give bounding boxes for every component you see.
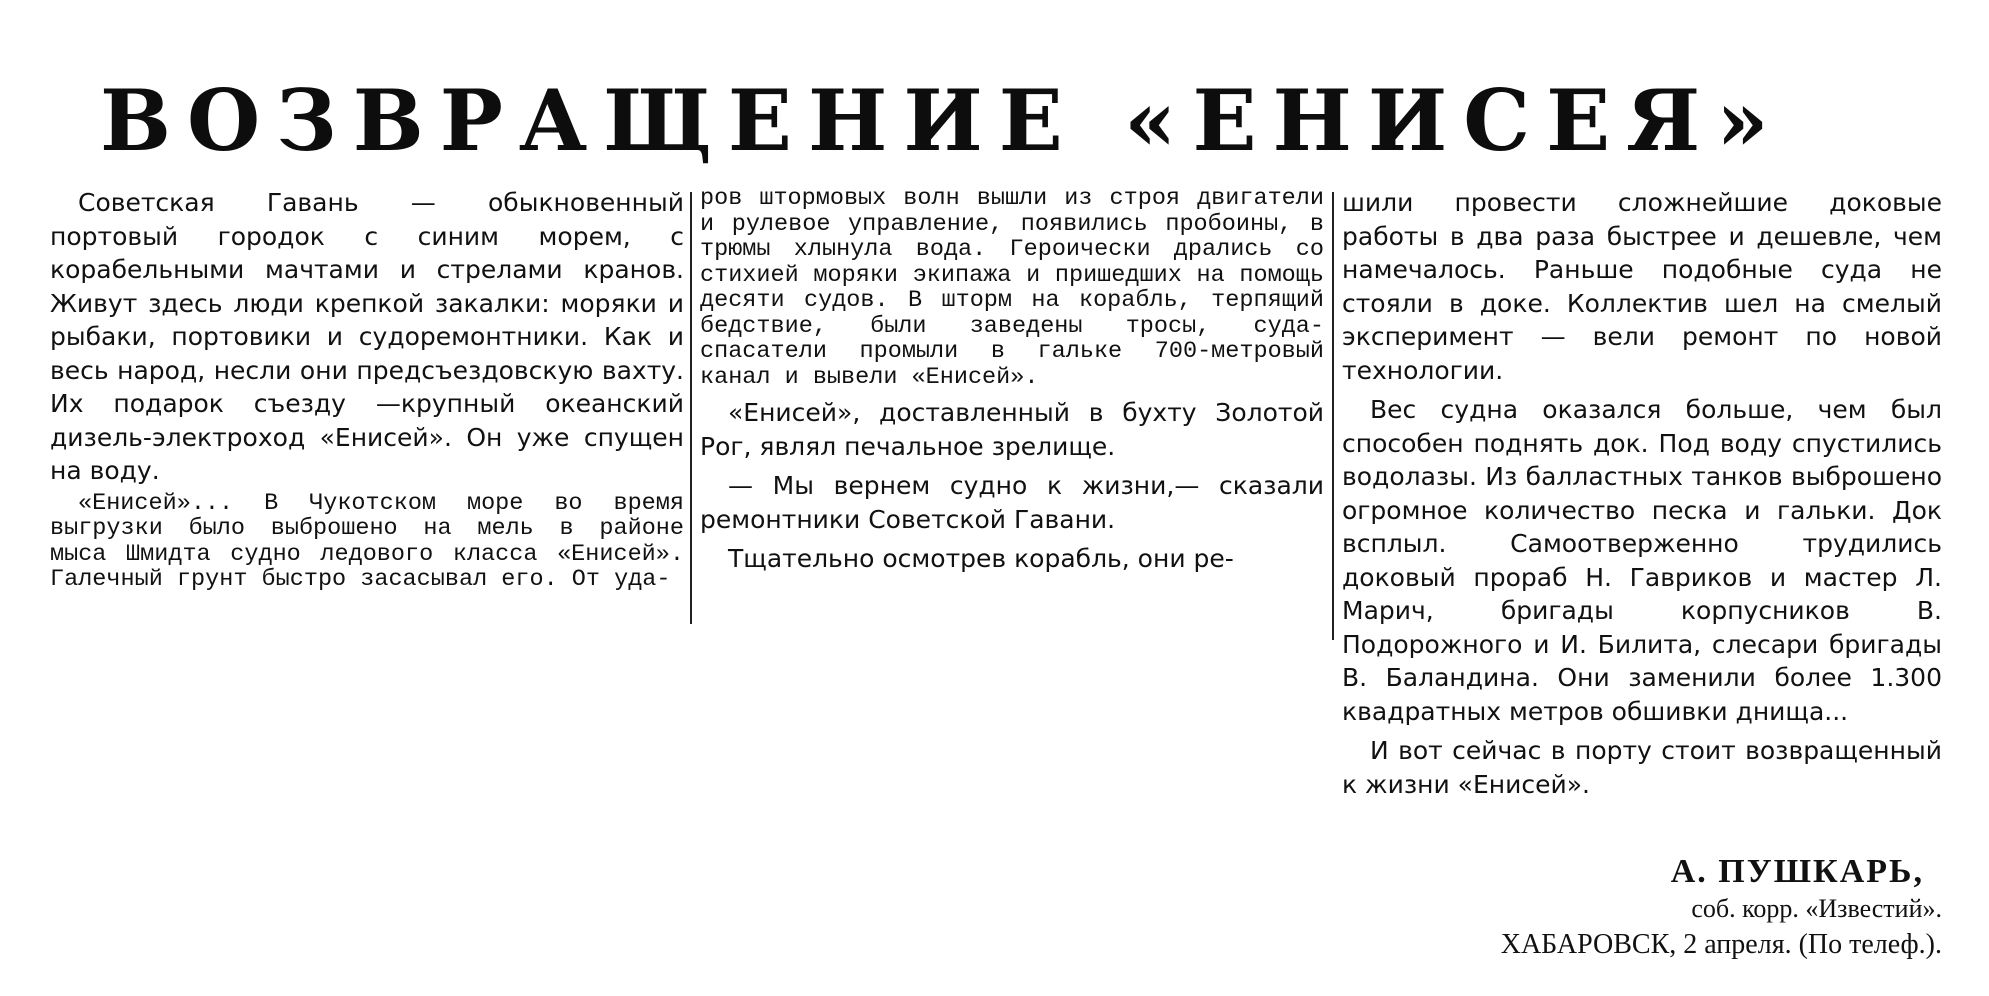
- column-divider: [690, 192, 692, 624]
- dateline: ХАБАРОВСК, 2 апреля. (По телеф.).: [1500, 929, 1942, 960]
- paragraph: Советская Гавань — обыкновенный портовый городок с синим морем, с корабельными мачтами и стрелами кранов. Живут здесь люди крепкой закалки: моряки и рыбаки, портовики и судоремонтники. Как и весь народ, несли они предсъездовскую вахту. Их подарок съезду —крупный океанский дизель-электроход «Енисей». Он уже спущен на воду.: [50, 188, 684, 485]
- paragraph: И вот сейчас в порту стоит возвращенный к жизни «Енисей».: [1342, 736, 1942, 799]
- article-column-3: [1342, 186, 1942, 801]
- paragraph: Вес судна оказался больше, чем был способен поднять док. Под воду спустились водолазы. Из балластных танков выброшено огромное количество песка и гальки. Док всплыл. Самоотверженно трудились доковый прораб Н. Гавриков и мастер Л. Марич, бригады корпусников В. Подорожного и И. Билита, слесари бригады В. Баландина. Они заменили более 1.300 квадратных метров обшивки днища...: [1342, 395, 1942, 726]
- paragraph: Тщательно осмотрев корабль, они ре-: [728, 544, 1234, 573]
- paragraph: ров штормовых волн вышли из строя двигатели и рулевое управление, появились пробоины, в трюмы хлынула вода. Героически дрались со стихией моряки экипажа и пришедших на помощь десяти судов. В шторм на корабль, терпящий бедствие, были заведены тросы, суда-спасатели промыли в гальке 700-метровый канал и вывели «Енисей».: [700, 185, 1324, 391]
- paragraph: «Енисей», доставленный в бухту Золотой Рог, являл печальное зрелище.: [700, 398, 1324, 461]
- paragraph: шили провести сложнейшие доковые работы в два раза быстрее и дешевле, чем намечалось. Раньше подобные суда не стояли в доке. Коллектив шел на смелый эксперимент — вели ремонт по новой технологии.: [1342, 188, 1942, 385]
- paragraph: «Енисей»... В Чукотском море во время выгрузки было выброшено на мель в районе мыса Шмидта судно ледового класса «Енисей». Галечный грунт быстро засасывал его. От уда-: [50, 489, 684, 593]
- author-name: А. ПУШКАРЬ,: [1670, 853, 1924, 890]
- article-column-2: [700, 186, 1324, 576]
- author-signature: [1501, 852, 1942, 964]
- column-divider: [1332, 192, 1334, 640]
- article-column-1: [50, 186, 684, 593]
- paragraph: — Мы вернем судно к жизни,— сказали ремонтники Советской Гавани.: [700, 471, 1324, 534]
- author-role: соб. корр. «Известий».: [1691, 894, 1942, 923]
- article-headline: ВОЗВРАЩЕНИЕ «ЕНИСЕЯ»: [100, 71, 1785, 170]
